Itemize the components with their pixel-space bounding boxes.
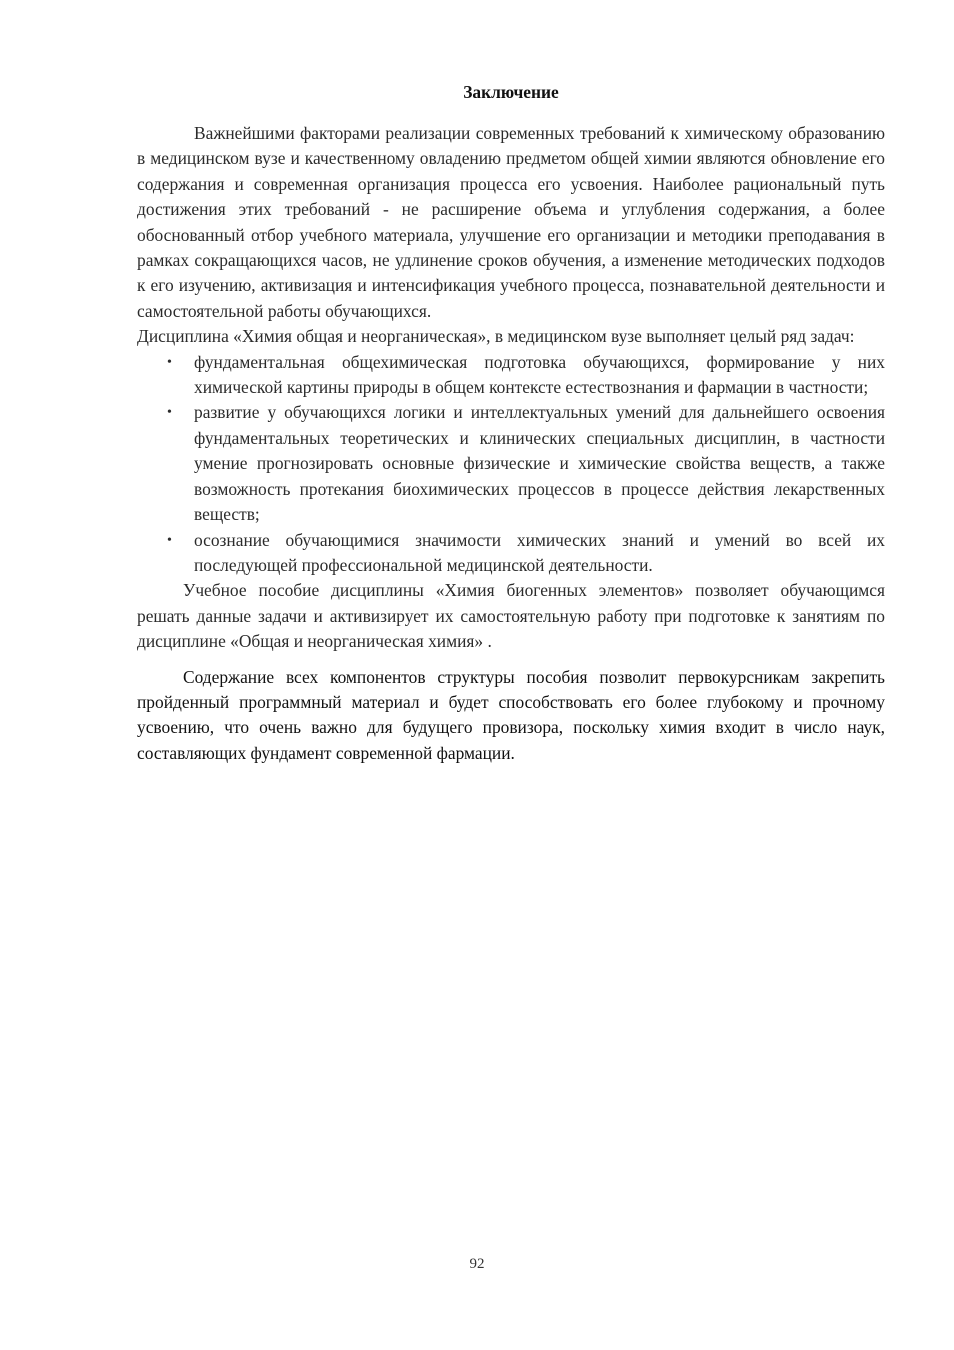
bullet-icon: • — [167, 354, 172, 370]
section-title: Заключение — [463, 82, 559, 102]
page-content — [137, 80, 885, 766]
task-list — [137, 350, 885, 579]
page-number: 92 — [469, 1256, 485, 1272]
conclusion-paragraph: Содержание всех компонентов структуры пособия позволит первокурсникам закрепить пройденный программный материал и будет способствовать его более глубокому и прочному усвоению, что очень важно для будущего провизора, поскольку химия входит в число наук, составляющих фундамент современной фармации. — [137, 666, 885, 763]
intro-paragraph: Важнейшими факторами реализации современных требований к химическому образованию в медицинском вузе и качественному овладению предметом общей химии являются обновление его содержания и современная организация процесса его усвоения. Наиболее рациональный путь достижения этих требований - не расширение объема и углубления содержания, а более обоснованный отбор учебного материала, улучшение его организации и методики преподавания в рамках сокращающихся часов, не удлинение сроков обучения, а изменение методических подходов к его изучению, активизация и интенсификация учебного процесса, познавательной деятельности и самостоятельной работы обучающихся. — [137, 123, 885, 321]
list-item-text: осознание обучающимися значимости химических знаний и умений во всей их последующей профессиональной медицинской деятельности. — [194, 529, 885, 575]
list-item-text: фундаментальная общехимическая подготовка обучающихся, формирование у них химической картины природы в общем контексте естествознания и фармации в частности; — [194, 351, 885, 398]
list-item — [137, 400, 885, 527]
list-item — [137, 350, 885, 401]
list-item-text: развитие у обучающихся логики и интеллектуальных умений для дальнейшего освоения фундаментальных теоретических и клинических специальных дисциплин, в частности умение прогнозировать основные физические и химические свойства веществ, а также возможность протекания биохимических процессов в процессе действия лекарственных веществ; — [194, 402, 885, 525]
discipline-paragraph: Дисциплина «Химия общая и неорганическая», в медицинском вузе выполняет целый ряд задач: — [137, 326, 855, 347]
bullet-icon: • — [167, 405, 172, 421]
bullet-icon: • — [167, 532, 172, 548]
textbook-paragraph: Учебное пособие дисциплины «Химия биогенных элементов» позволяет обучающимся решать данные задачи и активизирует их самостоятельную работу при подготовке к занятиям по дисциплине «Общая и неорганическая химия» . — [137, 580, 885, 652]
list-item — [137, 528, 885, 579]
